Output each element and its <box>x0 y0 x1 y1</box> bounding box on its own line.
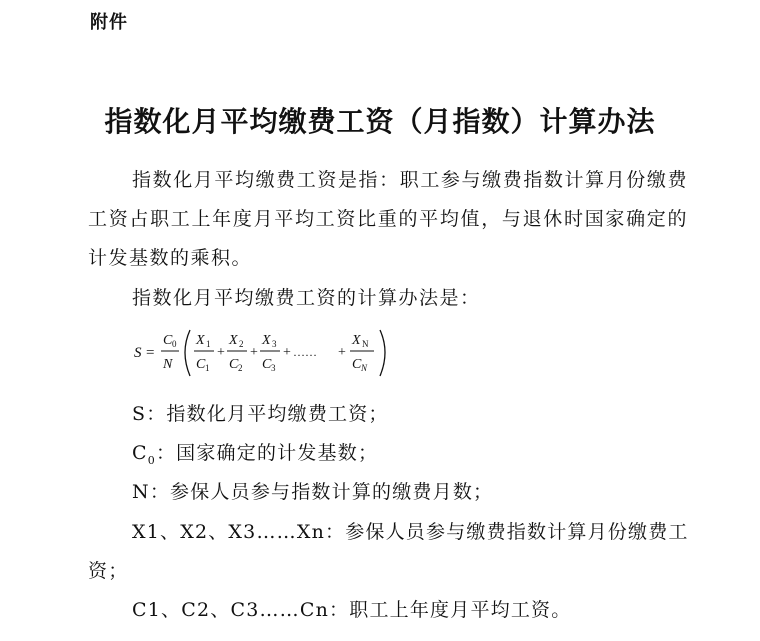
formula-denominator: N <box>163 357 173 372</box>
definition-paragraph: 指数化月平均缴费工资是指：职工参与缴费指数计算月份缴费工资占职工上年度月平均工资比重的平均值，与退休时国家确定的计发基数的乘积。 <box>88 169 688 269</box>
attachment-label: 附件 <box>90 12 128 33</box>
formula-term-n-den: C <box>352 357 362 372</box>
definition-c0-text: ：国家确定的计发基数； <box>155 442 379 464</box>
formula-lhs: S <box>134 345 142 361</box>
formula-term-n-den-sub: N <box>361 363 368 373</box>
method-intro-paragraph: 指数化月平均缴费工资的计算办法是： <box>132 287 481 309</box>
formula-term-2-num-sub: 2 <box>239 339 244 349</box>
definition-c: C1、C2、C3……Cn：职工上年度月平均工资。 <box>132 599 572 621</box>
definition-s: S：指数化月平均缴费工资； <box>132 403 389 425</box>
formula-left-paren <box>185 330 190 376</box>
definition-x: X1、X2、X3……Xn：参保人员参与缴费指数计算月份缴费工资； <box>88 521 689 582</box>
formula-equals: = <box>146 345 155 361</box>
formula-term-1-num: X <box>196 333 205 348</box>
definition-n: N：参保人员参与指数计算的缴费月数； <box>132 481 494 503</box>
formula-plus-4: + <box>338 345 346 360</box>
formula-term-3-den: C <box>262 357 272 372</box>
formula-plus-1: + <box>217 345 225 360</box>
formula-term-n-num-sub: N <box>362 339 369 349</box>
formula-term-3-den-sub: 3 <box>271 363 276 373</box>
formula-term-n-num: X <box>352 333 361 348</box>
formula-term-1-den-sub: 1 <box>205 363 210 373</box>
definition-c0-subscript: 0 <box>147 453 156 467</box>
formula <box>130 324 400 380</box>
formula-term-3-num-sub: 3 <box>272 339 277 349</box>
formula-term-2-den: C <box>229 357 239 372</box>
formula-numerator-sub: 0 <box>172 339 177 349</box>
formula-term-2-den-sub: 2 <box>238 363 243 373</box>
formula-right-paren <box>380 330 385 376</box>
definition-c0-symbol: C <box>132 442 148 464</box>
formula-term-1-den: C <box>196 357 206 372</box>
document-title: 指数化月平均缴费工资（月指数）计算办法 <box>104 105 656 138</box>
formula-numerator: C <box>163 333 173 348</box>
formula-term-1-num-sub: 1 <box>206 339 211 349</box>
formula-ellipsis: …… <box>293 345 317 359</box>
formula-plus-3: + <box>283 345 291 360</box>
formula-term-3-num: X <box>262 333 271 348</box>
formula-term-2-num: X <box>229 333 238 348</box>
formula-plus-2: + <box>250 345 258 360</box>
